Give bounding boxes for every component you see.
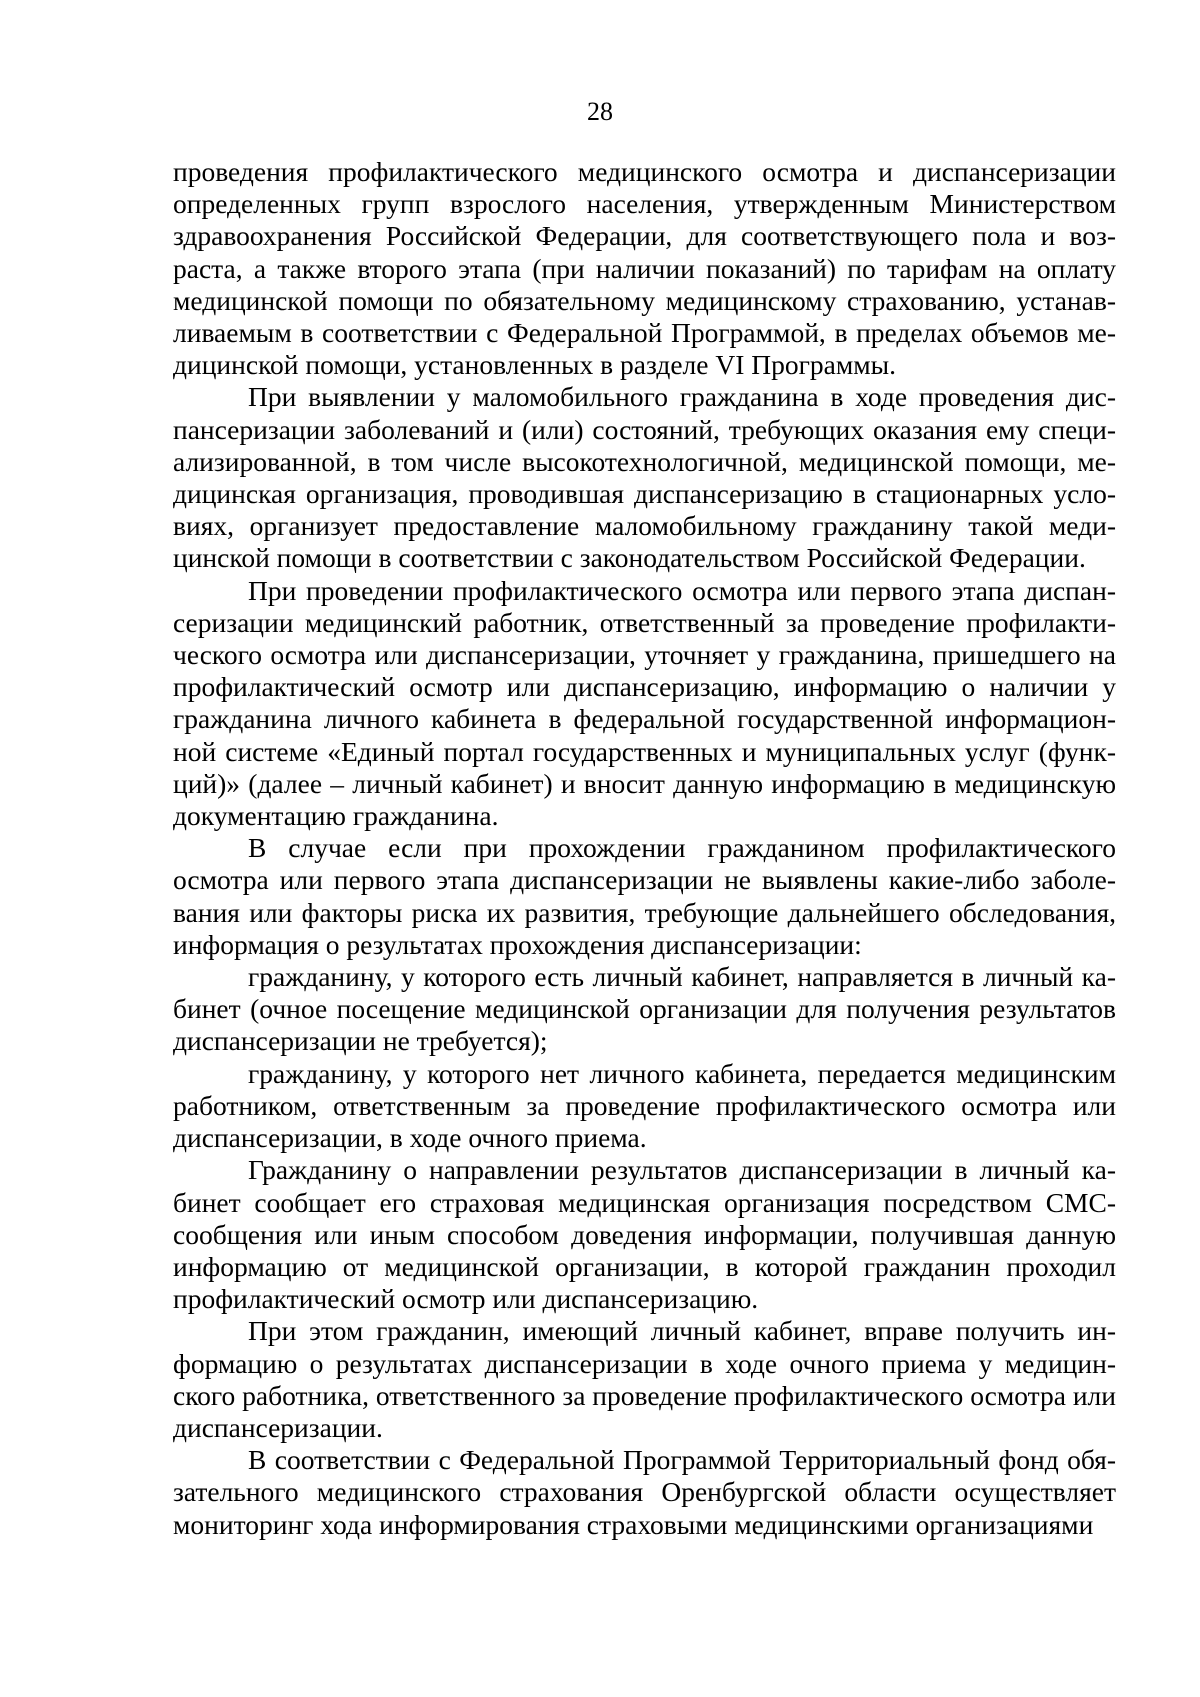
paragraph-6: гражданину, у которого нет личного кабинета, передается медицинским работником, ответственным за проведение профилактического осмотра или диспансеризации, в ходе очного приема. <box>173 1057 1116 1154</box>
paragraph-3: При проведении профилактического осмотра или первого этапа диспансеризации медицинский работник, ответственный за проведение профилактического осмотра или диспансеризации, уточняет у гражданина, пришедшего на профилактический осмотр или диспансеризацию, информацию о наличии у гражданина личного кабинета в федеральной государственной информационной системе «Единый портал государственных и муниципальных услуг (функций)» (далее – личный кабинет) и вносит данную информацию в медицинскую документацию гражданина. <box>173 574 1116 832</box>
paragraph-7: Гражданину о направлении результатов диспансеризации в личный кабинет сообщает его страховая медицинская организация посредством СМС-сообщения или иным способом доведения информации, получившая данную информацию от медицинской организации, в которой гражданин проходил профилактический осмотр или диспансеризацию. <box>173 1154 1116 1315</box>
paragraph-5: гражданину, у которого есть личный кабинет, направляется в личный кабинет (очное посещение медицинской организации для получения результатов диспансеризации не требуется); <box>173 961 1116 1057</box>
paragraph-1: проведения профилактического медицинского осмотра и диспансеризации определенных групп взрослого населения, утвержденным Министерством здравоохранения Российской Федерации, для соответствующего пола и возраста, а также второго этапа (при наличии показаний) по тарифам на оплату медицинской помощи по обязательному медицинскому страхованию, устанавливаемым в соответствии с Федеральной Программой, в пределах объемов медицинской помощи, установленных в разделе VI Программы. <box>173 156 1116 381</box>
paragraph-2: При выявлении у маломобильного гражданина в ходе проведения диспансеризации заболеваний и (или) состояний, требующих оказания ему специализированной, в том числе высокотехнологичной, медицинской помощи, медицинская организация, проводившая диспансеризацию в стационарных условиях, организует предоставление маломобильному гражданину такой медицинской помощи в соответствии с законодательством Российской Федерации. <box>173 381 1116 574</box>
document-body <box>173 156 1116 1541</box>
page-number: 28 <box>587 97 613 126</box>
paragraph-4: В случае если при прохождении гражданином профилактического осмотра или первого этапа диспансеризации не выявлены какие-либо заболевания или факторы риска их развития, требующие дальнейшего обследования, информация о результатах прохождения диспансеризации: <box>173 832 1116 960</box>
paragraph-8: При этом гражданин, имеющий личный кабинет, вправе получить информацию о результатах диспансеризации в ходе очного приема у медицинского работника, ответственного за проведение профилактического осмотра или диспансеризации. <box>173 1315 1116 1443</box>
paragraph-9: В соответствии с Федеральной Программой Территориальный фонд обязательного медицинского страхования Оренбургской области осуществляет мониторинг хода информирования страховыми медицинскими организациями <box>173 1444 1116 1540</box>
